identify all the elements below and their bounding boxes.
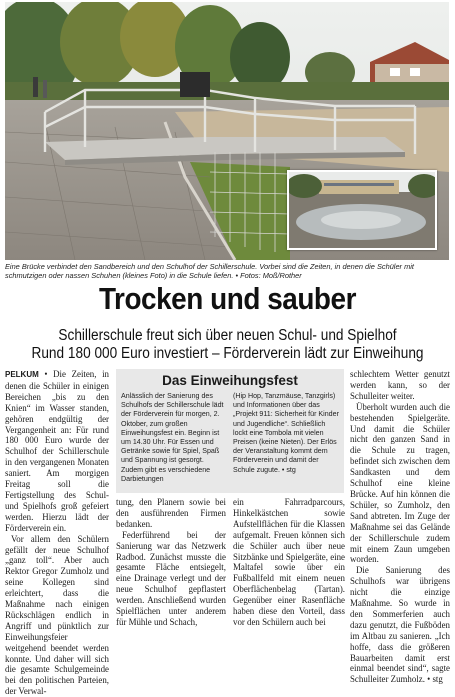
paragraph: • Die Zeiten, in denen die Schüler in einigen Bereichen „bis zu den Knien“ im Wasser standen, gehören endgültig der Vergangenheit an: Für rund 180 000 Euro wurde der Schulhof der Schillerschule in den vergangenen Monaten saniert. Am morgigen Freitag soll die Fertigstellung des Schul- und Spielhofs groß gefeiert werden. Hierzu lädt der Förderverein ein. [5,369,109,533]
paragraph: Überholt wurden auch die bestehenden Spielgeräte. Und damit die Schüler nicht den ganzen Sand in die Schule zu tragen, befindet sich zwischen dem Sandkasten und dem Schulhof eine kleine Brücke. Auf hin können die Schüler, so Zumholz, den Sand abtreten. Im Zuge der Maßnahme sei das Gelände der Schillerschule zudem mit einem Zaun umgeben worden. [350,401,450,565]
inset-photo [287,170,437,250]
caption-text: Eine Brücke verbindet den Sandbereich und den Schulhof der Schillerschule. Vorbei sind die Zeiten, in denen die Schüler mit schmutzigen oder nassen Schuhen (kleines Foto) in die Schule liefen. [5,262,414,280]
headline: Trocken und sauber [98,281,357,316]
paragraph: Die Sanierung des Schulhofs war übrigens nicht die einzige Maßnahme. So wurde in den Sommerferien auch dazu genutzt, die Fußböden im Altbau zu sanieren. „Ich hoffe, dass die größeren Bauarbeiten damit erst einmal beendet sind“, sagte Schulleiter Zumholz. • stg [350,565,450,685]
paragraph: tung, den Planern sowie bei den ausführenden Firmen bedanken. [116,497,226,529]
paragraph: Vor allem den Schülern gefällt der neue Schulhof „ganz toll“. Aber auch Rektor Gregor Zumholz und seine Kollegen sind erleichtert, dass die Maßnahme nach einigen Rückschlägen endlich in Angriff und pünktlich zur Einweihungsfeier weitgehend beendet werden konnte. Und daher will sich die gesamte Schulgemeinde bei den politischen Parteien, der Verwal- [5,533,109,697]
photo-caption: Eine Brücke verbindet den Sandbereich und den Schulhof der Schillerschule. Vorbei sind die Zeiten, in denen die Schüler mit schmutzigen oder nassen Schuhen (kleines Foto) in die Schule liefen. • Fotos: Moß/Rother [5,262,414,280]
article-column-2 [116,497,226,628]
paragraph: ein Fahrradparcours, Hinkelkästchen sowie Aufstellflächen für die Klassen aufgemalt. Freuen können sich die Schüler auch über neue Sitzbänke und Spielgeräte, eine Maltafel sowie über ein Fußballfeld mit einem neuen Oberflächenbelag (Tartan). Gegenüber einer Rasenfläche haben diese den Vorteil, dass vor den Schülern auch bei [233,497,345,627]
photo-credit: Fotos: Moß/Rother [240,271,302,280]
info-box-text-2: (Hip Hop, Tanzmäuse, Tanzgirls) und Informationen über das „Projekt 911: Sicherheit für Kinder und Jugendliche“. Schließlich lockt eine Tombola mit vielen Preisen (keine Nieten). Der Erlös der Veranstaltung kommt dem Förderverein und damit der Schule zugute. • stg [233,392,339,474]
article-column-4 [350,369,450,685]
paragraph: schlechtem Wetter genutzt werden kann, so der Schulleiter weiter. [350,369,450,401]
subline-2: Rund 180 000 Euro investiert – Förderverein lädt zur Einweihung [31,345,424,362]
info-box [116,369,344,493]
article-column-3 [233,497,345,628]
article-column-1 [5,369,109,697]
subline-1: Schillerschule freut sich über neuen Schul- und Spielhof [58,327,397,344]
dateline-place: PELKUM [5,370,39,379]
paragraph: Federführend bei der Sanierung war das Netzwerk Radbod. Zunächst musste die gesamte Fläche entsiegelt, eine Drainage verlegt und der neue Schulhof gepflastert werden. Anschließend wurden Spielflächen unter anderem für Mühle und Schach, [116,529,226,627]
info-box-title: Das Einweihungsfest [162,373,298,388]
info-box-text-1: Anlässlich der Sanierung des Schulhofs der Schillerschule lädt der Förderverein für morgen, 2. Oktober, zum großen Einweihungsfest ein. Beginn ist um 14.30 Uhr. Für Essen und Getränke sowie für Spiel, Spaß und Spannung ist gesorgt. Zudem gibt es verschiedene Darbietungen [121,392,224,483]
